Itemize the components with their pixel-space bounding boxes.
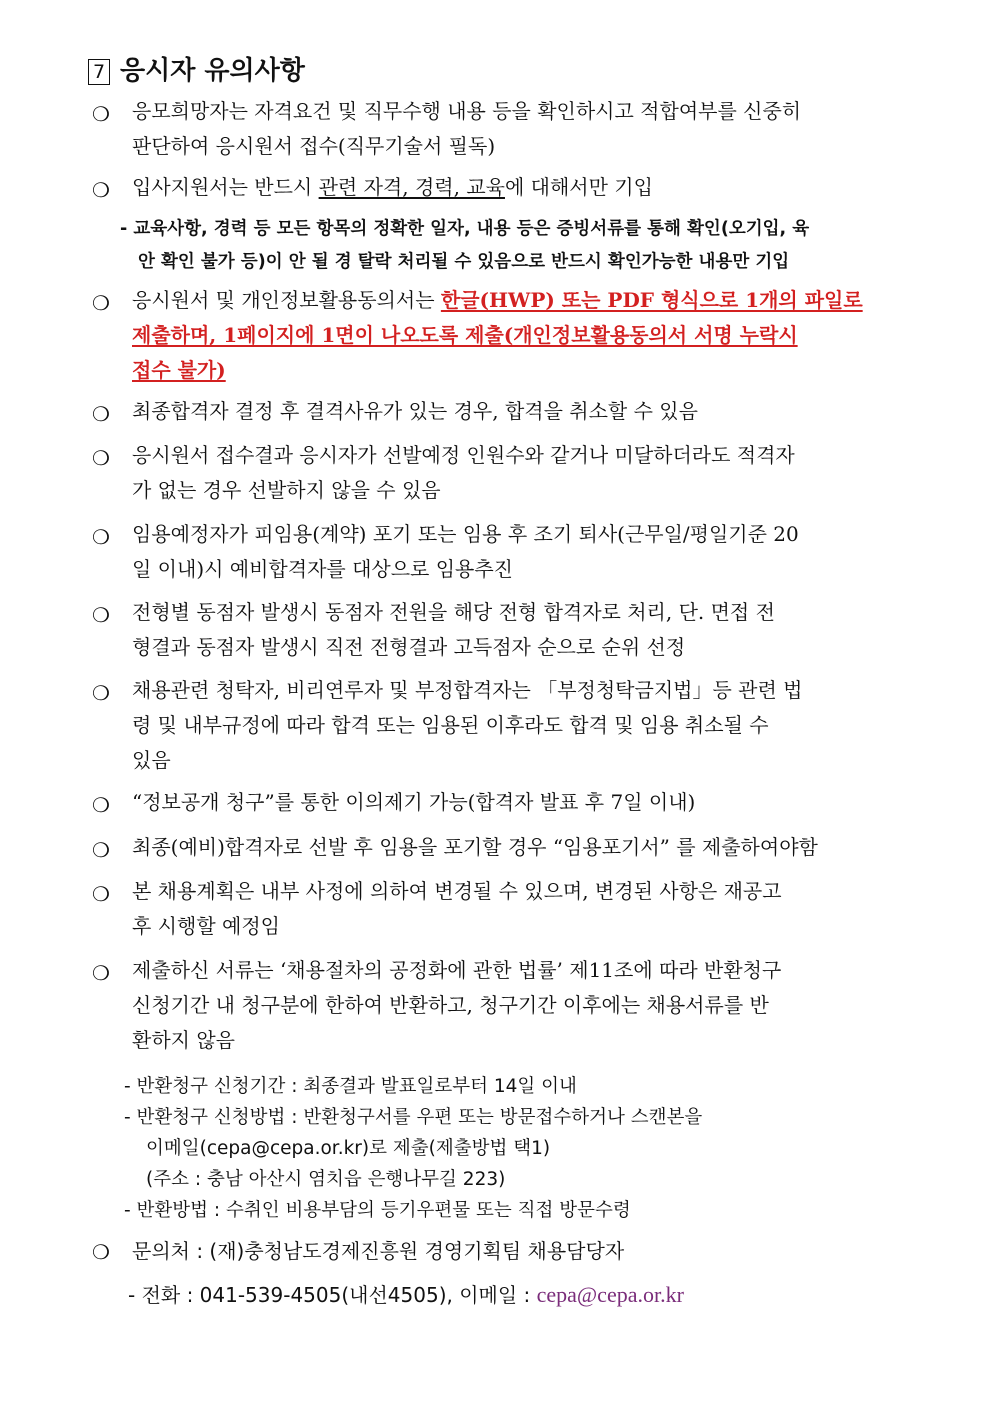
line: 응모희망자는 자격요건 및 직무수행 내용 등을 확인하시고 적합여부를 신중히 <box>132 99 802 123</box>
bullet-icon: ❍ <box>92 603 110 627</box>
section-title-text: 응시자 유의사항 <box>120 56 305 86</box>
line: 채용관련 청탁자, 비리연루자 및 부정합격자는 「부정청탁금지법」등 관련 법 <box>132 678 803 702</box>
line: - 반환청구 신청기간 : 최종결과 발표일로부터 14일 이내 <box>124 1076 577 1097</box>
bullet-icon: ❍ <box>92 178 110 202</box>
line: 이메일(cepa@cepa.or.kr)로 제출(제출방법 택1) <box>146 1138 551 1159</box>
bullet-icon: ❍ <box>92 525 110 549</box>
list-item <box>132 283 922 388</box>
line: 응시원서 접수결과 응시자가 선발예정 인원수와 같거나 미달하더라도 적격자 <box>132 443 795 467</box>
text: 에 대해서만 기입 <box>504 175 653 199</box>
phone-text: - 전화 : 041-539-4505(내선4505), 이메일 : <box>128 1283 537 1307</box>
line: - 반환청구 신청방법 : 반환청구서를 우편 또는 방문접수하거나 스캔본을 <box>124 1107 703 1128</box>
line: 신청기간 내 청구분에 한하여 반환하고, 청구기간 이후에는 채용서류를 반 <box>132 993 769 1017</box>
contact-line: 문의처 : (재)충청남도경제진흥원 경영기획팀 채용담당자 <box>132 1239 625 1263</box>
line: 전형별 동점자 발생시 동점자 전원을 해당 전형 합격자로 처리, 단. 면접 전 <box>132 600 775 624</box>
line: 있음 <box>132 748 171 772</box>
line: 최종합격자 결정 후 결격사유가 있는 경우, 합격을 취소할 수 있음 <box>132 399 698 423</box>
bullet-icon: ❍ <box>92 793 110 817</box>
bullet-icon: ❍ <box>92 291 110 315</box>
section-title <box>88 50 305 87</box>
bullet-icon: ❍ <box>92 402 110 426</box>
text: 응시원서 및 개인정보활용동의서는 <box>132 288 441 312</box>
list-item <box>132 517 922 587</box>
list-item <box>132 785 922 820</box>
emphasis-text: 한글(HWP) 또는 PDF 형식으로 1개의 파일로 <box>440 288 863 312</box>
underlined-text: 관련 자격, 경력, 교육 <box>318 175 505 199</box>
bullet-icon: ❍ <box>92 882 110 906</box>
bullet-icon: ❍ <box>92 446 110 470</box>
line: (주소 : 충남 아산시 염치읍 은행나무길 223) <box>146 1169 506 1190</box>
emphasis-text: 접수 불가) <box>132 358 226 382</box>
line: 령 및 내부규정에 따라 합격 또는 임용된 이후라도 합격 및 임용 취소될 수 <box>132 713 769 737</box>
section-number: 7 <box>88 59 110 85</box>
line: 판단하여 응시원서 접수(직무기술서 필독) <box>132 134 496 158</box>
line: 제출하신 서류는 ‘채용절차의 공정화에 관한 법률’ 제11조에 따라 반환청구 <box>132 958 782 982</box>
line: - 교육사항, 경력 등 모든 항목의 정확한 일자, 내용 등은 증빙서류를 통해 확인(오기입, 육 <box>120 219 810 239</box>
list-item <box>132 394 922 429</box>
bullet-icon: ❍ <box>92 838 110 862</box>
text: 입사지원서는 반드시 <box>132 175 319 199</box>
line: 최종(예비)합격자로 선발 후 임용을 포기할 경우 “임용포기서” 를 제출하여야함 <box>132 835 818 859</box>
contact-phone <box>128 1279 684 1311</box>
list-item <box>132 595 922 665</box>
line: “정보공개 청구”를 통한 이의제기 가능(합격자 발표 후 7일 이내) <box>132 790 696 814</box>
line: 임용예정자가 피임용(계약) 포기 또는 임용 후 조기 퇴사(근무일/평일기준 20 <box>132 522 799 546</box>
list-item <box>132 94 922 164</box>
line: 형결과 동점자 발생시 직전 전형결과 고득점자 순으로 순위 선정 <box>132 635 686 659</box>
line: 후 시행할 예정임 <box>132 914 280 938</box>
line: - 반환방법 : 수취인 비용부담의 등기우편물 또는 직접 방문수령 <box>124 1200 631 1221</box>
line: 환하지 않음 <box>132 1028 235 1052</box>
list-item <box>132 673 922 778</box>
emphasis-text: 제출하며, 1페이지에 1면이 나오도록 제출(개인정보활용동의서 서명 누락시 <box>132 323 798 347</box>
line: 안 확인 불가 등)이 안 될 경 탈락 처리될 수 있음으로 반드시 확인가능한 내용만 기입 <box>138 252 790 272</box>
email-link[interactable]: cepa@cepa.or.kr <box>536 1282 684 1307</box>
bullet-icon: ❍ <box>92 1240 110 1264</box>
list-item <box>132 874 922 944</box>
line: 일 이내)시 예비합격자를 대상으로 임용추진 <box>132 557 513 581</box>
sub-note <box>120 213 922 279</box>
return-info <box>124 1071 702 1226</box>
list-item <box>132 953 922 1058</box>
list-item <box>132 438 922 508</box>
list-item <box>132 830 922 865</box>
list-item <box>132 170 922 205</box>
line: 본 채용계획은 내부 사정에 의하여 변경될 수 있으며, 변경된 사항은 재공고 <box>132 879 782 903</box>
bullet-icon: ❍ <box>92 102 110 126</box>
bullet-icon: ❍ <box>92 681 110 705</box>
bullet-icon: ❍ <box>92 961 110 985</box>
line: 가 없는 경우 선발하지 않을 수 있음 <box>132 478 441 502</box>
